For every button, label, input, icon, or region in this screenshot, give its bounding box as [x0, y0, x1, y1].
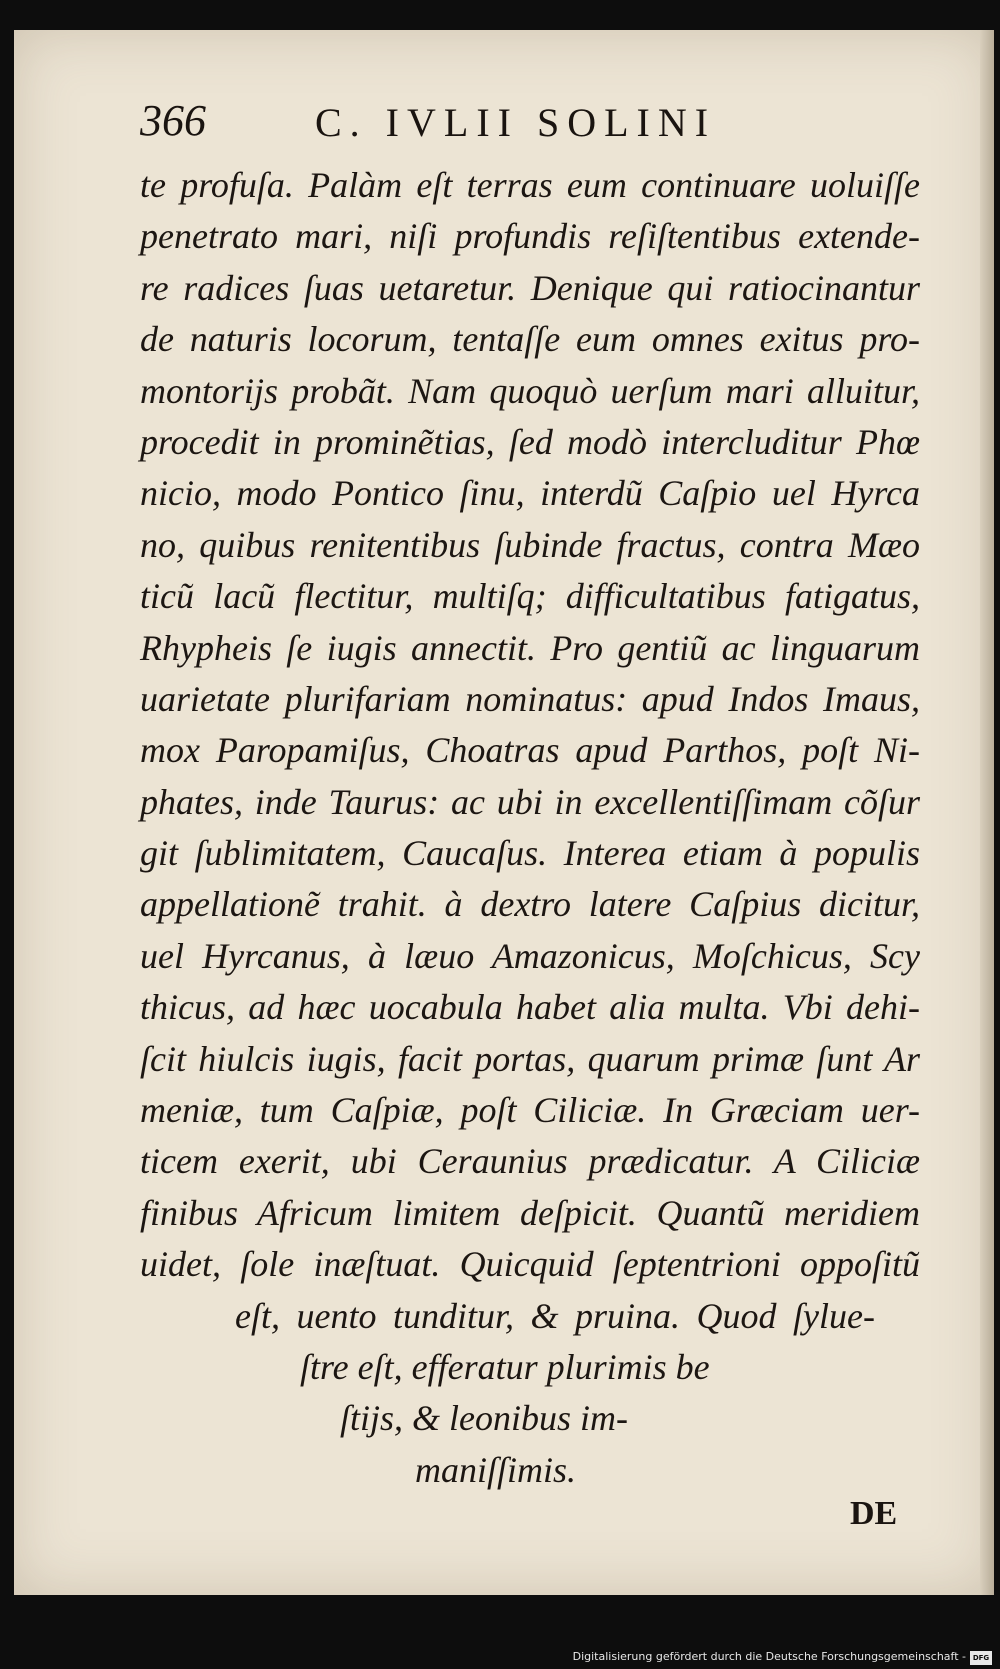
text-line: procedit in prominẽtias, ſed modò intercluditur Phœ — [140, 421, 920, 462]
text-line: appellationẽ trahit. à dextro latere Caſpius dicitur, — [140, 884, 920, 925]
footer-credit: Digitalisierung gefördert durch die Deutsche Forschungsgemeinschaft - — [572, 1650, 966, 1663]
text-line: ſcit hiulcis iugis, facit portas, quarum primæ ſunt Ar — [140, 1038, 920, 1079]
text-line: ſtre eſt, efferatur plurimis be — [300, 1346, 710, 1387]
text-line: thicus, ad hæc uocabula habet alia multa. Vbi dehi- — [140, 987, 920, 1028]
text-line: phates, inde Taurus: ac ubi in excellentiſſimam cõſur — [140, 781, 920, 822]
text-line: maniſſimis. — [415, 1449, 577, 1490]
running-head: C. IVLII SOLINI — [315, 100, 717, 145]
text-line: ſtijs, & leonibus im- — [340, 1398, 628, 1439]
text-line: git ſublimitatem, Caucaſus. Interea etiam à populis — [140, 833, 920, 874]
text-line: de naturis locorum, tentaſſe eum omnes exitus pro- — [140, 319, 920, 360]
page-number: 366 — [140, 96, 206, 145]
text-line: ticũ lacũ flectitur, multiſq; difficultatibus fatigatus, — [140, 576, 920, 617]
text-line: te profuſa. Palàm eſt terras eum continuare uoluiſſe — [140, 165, 920, 205]
digitization-footer — [0, 1648, 1000, 1669]
page-header — [140, 95, 900, 155]
text-line: nicio, modo Pontico ſinu, interdũ Caſpio uel Hyrca — [140, 473, 920, 514]
text-line: eſt, uento tunditur, & pruina. Quod ſylue- — [235, 1295, 875, 1336]
catchword: DE — [850, 1495, 898, 1532]
text-line: uidet, ſole inæſtuat. Quicquid ſeptentrioni oppoſitũ — [140, 1244, 920, 1285]
text-line: finibus Africum limitem deſpicit. Quantũ meridiem — [140, 1192, 920, 1233]
text-line: penetrato mari, niſi profundis reſiſtentibus extende- — [140, 216, 920, 257]
text-line: re radices ſuas uetaretur. Denique qui ratiocinantur — [140, 267, 920, 308]
text-line: Rhypheis ſe iugis annectit. Pro gentiũ ac linguarum — [140, 627, 920, 668]
text-line: uel Hyrcanus, à læuo Amazonicus, Moſchicus, Scy — [140, 935, 920, 976]
text-line: meniæ, tum Caſpiæ, poſt Ciliciæ. In Græciam uer- — [140, 1090, 920, 1131]
dfg-logo: DFG — [970, 1651, 992, 1665]
text-line: ticem exerit, ubi Ceraunius prædicatur. A Ciliciæ — [140, 1141, 920, 1182]
page-edge — [980, 30, 994, 1595]
body-text — [140, 160, 920, 1496]
text-line: uarietate plurifariam nominatus: apud Indos Imaus, — [140, 678, 920, 719]
text-line: no, quibus renitentibus ſubinde fractus, contra Mæo — [140, 524, 920, 565]
text-line: montorijs probãt. Nam quoquò uerſum mari alluitur, — [140, 370, 920, 411]
text-line: mox Paropamiſus, Choatras apud Parthos, poſt Ni- — [140, 730, 920, 771]
